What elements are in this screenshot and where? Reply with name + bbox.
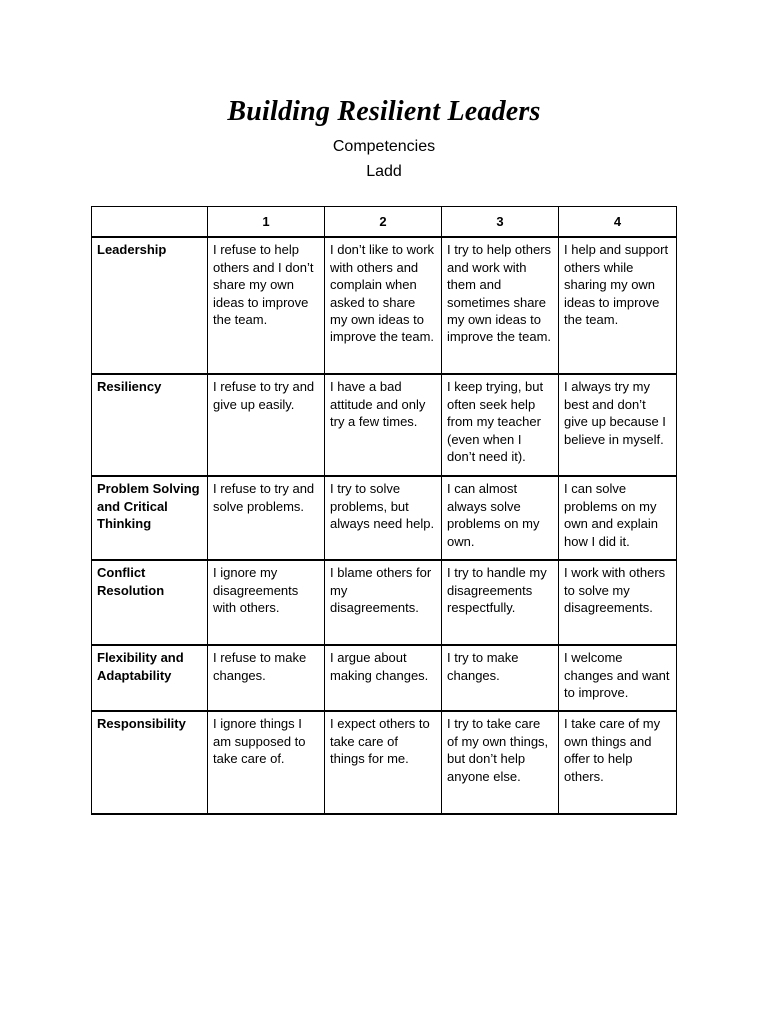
rubric-cell: I try to help others and work with them and sometimes share my own ideas to improve the team. — [442, 237, 559, 374]
criterion-label: Problem Solving and Critical Thinking — [92, 476, 208, 560]
rubric-level-header: 2 — [325, 207, 442, 238]
rubric-cell: I help and support others while sharing my own ideas to improve the team. — [559, 237, 677, 374]
rubric-cell: I take care of my own things and offer to help others. — [559, 711, 677, 814]
rubric-cell: I can solve problems on my own and explain how I did it. — [559, 476, 677, 560]
rubric-cell: I work with others to solve my disagreements. — [559, 560, 677, 645]
rubric-cell: I don’t like to work with others and complain when asked to share my own ideas to improve the team. — [325, 237, 442, 374]
rubric-row-flexibility — [92, 645, 677, 711]
rubric-level-header: 1 — [208, 207, 325, 238]
rubric-cell: I ignore things I am supposed to take care of. — [208, 711, 325, 814]
rubric-table — [91, 206, 677, 815]
criterion-label: Responsibility — [92, 711, 208, 814]
rubric-row-problem-solving — [92, 476, 677, 560]
rubric-cell: I argue about making changes. — [325, 645, 442, 711]
rubric-cell: I welcome changes and want to improve. — [559, 645, 677, 711]
rubric-cell: I have a bad attitude and only try a few times. — [325, 374, 442, 476]
rubric-row-conflict-resolution — [92, 560, 677, 645]
criterion-label: Resiliency — [92, 374, 208, 476]
rubric-cell: I refuse to help others and I don’t share my own ideas to improve the team. — [208, 237, 325, 374]
rubric-cell: I try to handle my disagreements respectfully. — [442, 560, 559, 645]
rubric-cell: I expect others to take care of things for me. — [325, 711, 442, 814]
rubric-cell: I ignore my disagreements with others. — [208, 560, 325, 645]
rubric-row-responsibility — [92, 711, 677, 814]
rubric-row-leadership — [92, 237, 677, 374]
rubric-cell: I can almost always solve problems on my own. — [442, 476, 559, 560]
rubric-level-header: 3 — [442, 207, 559, 238]
rubric-header-row — [92, 207, 677, 238]
rubric-level-header: 4 — [559, 207, 677, 238]
rubric-cell: I refuse to make changes. — [208, 645, 325, 711]
document-author: Ladd — [366, 163, 402, 180]
criterion-label: Conflict Resolution — [92, 560, 208, 645]
criterion-label: Leadership — [92, 237, 208, 374]
rubric-corner-cell — [92, 207, 208, 238]
rubric-cell: I try to make changes. — [442, 645, 559, 711]
document-title: Building Resilient Leaders — [227, 96, 541, 127]
rubric-cell: I try to take care of my own things, but don’t help anyone else. — [442, 711, 559, 814]
rubric-cell: I refuse to try and solve problems. — [208, 476, 325, 560]
rubric-row-resiliency — [92, 374, 677, 476]
rubric-cell: I refuse to try and give up easily. — [208, 374, 325, 476]
rubric-cell: I always try my best and don’t give up because I believe in myself. — [559, 374, 677, 476]
rubric-cell: I blame others for my disagreements. — [325, 560, 442, 645]
criterion-label: Flexibility and Adaptability — [92, 645, 208, 711]
rubric-cell: I try to solve problems, but always need help. — [325, 476, 442, 560]
rubric-cell: I keep trying, but often seek help from my teacher (even when I don’t need it). — [442, 374, 559, 476]
document-subtitle: Competencies — [332, 138, 436, 155]
